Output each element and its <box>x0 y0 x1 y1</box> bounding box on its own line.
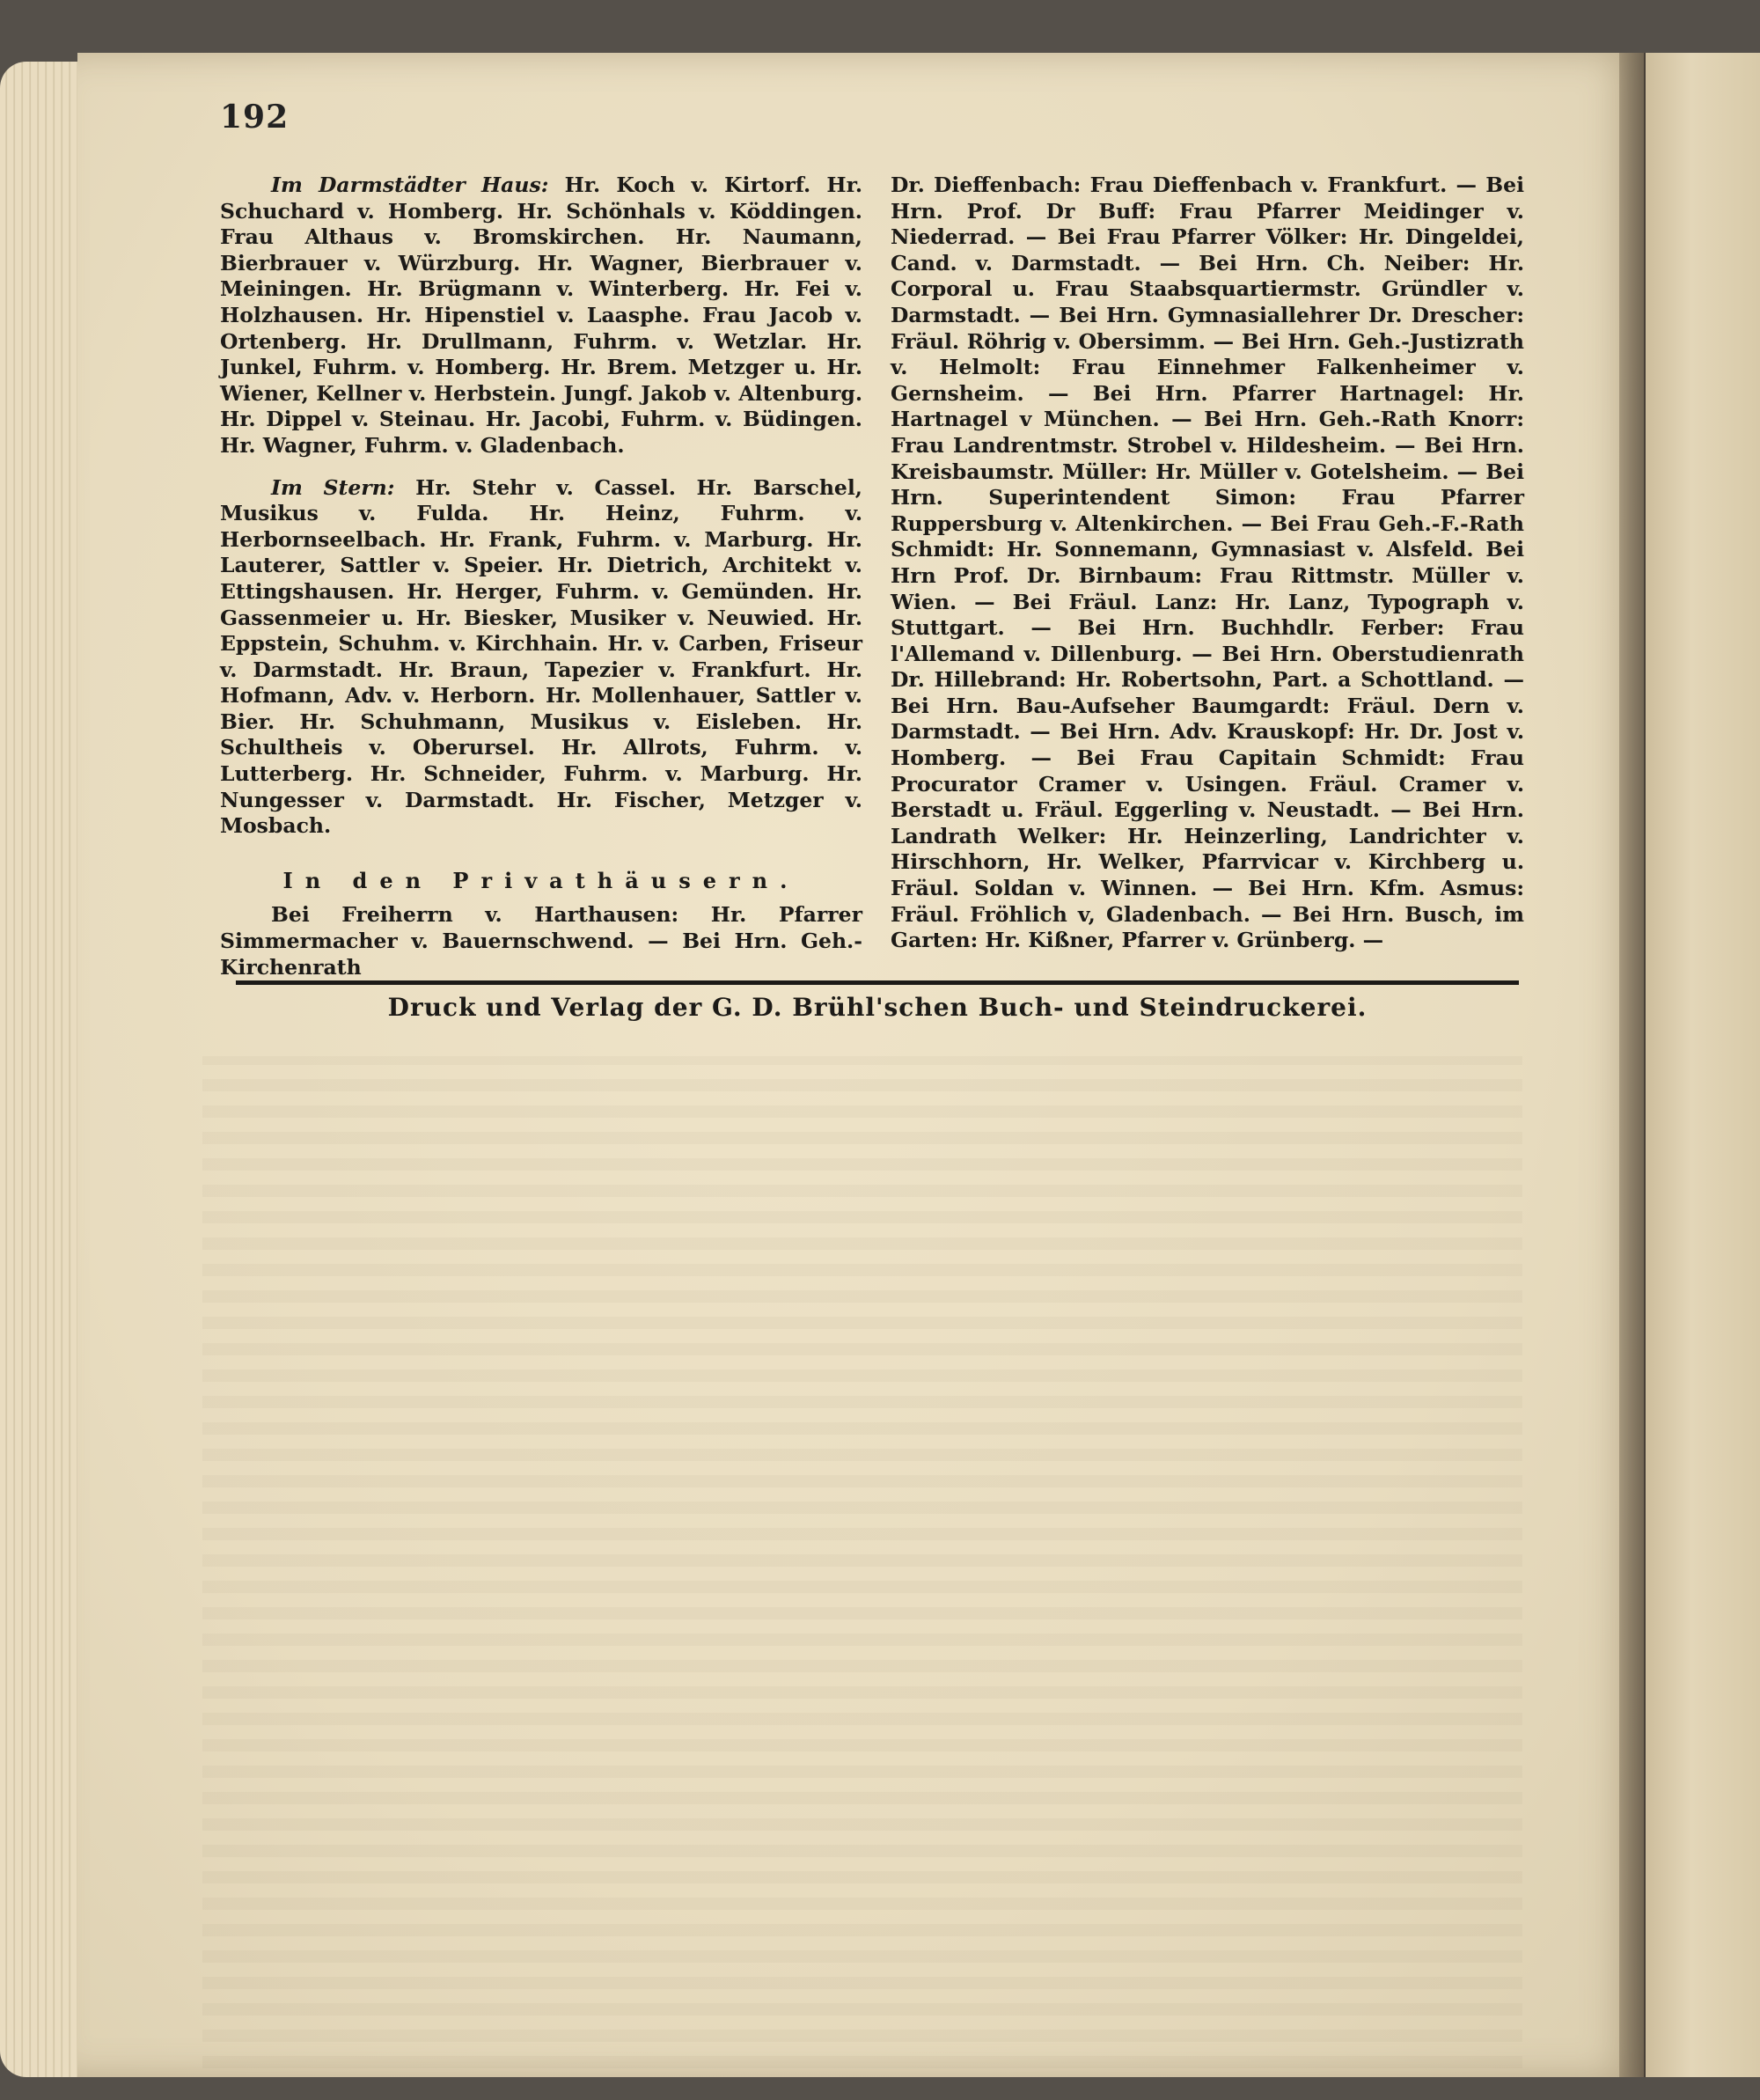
facing-page-edge <box>1646 53 1760 2077</box>
book-gutter <box>1619 53 1646 2077</box>
page-number: 192 <box>220 99 290 136</box>
bleed-through-texture <box>202 1056 1522 2068</box>
paragraph-lead: Im Stern: <box>271 474 395 500</box>
right-column <box>891 173 1524 954</box>
paragraph-continued: Dr. Dieffenbach: Frau Dieffenbach v. Frankfurt. — Bei Hrn. Prof. Dr Buff: Frau Pfarrer Meidinger v. Niederrad. — Bei Frau Pfarrer Völker: Hr. Dingeldei, Cand. v. Darmstadt. — Bei Hrn. Ch. Neiber: Hr. Corporal u. Frau Staabsquartiermstr. Gründler v. Darmstadt. — Bei Hrn. Gymnasiallehrer Dr. Drescher: Fräul. Röhrig v. Obersimm. — Bei Hrn. Geh.-Justizrath v. Helmolt: Frau Einnehmer Falkenheimer v. Gernsheim. — Bei Hrn. Pfarrer Hartnagel: Hr. Hartnagel v München. — Bei Hrn. Geh.-Rath Knorr: Frau Landrentmstr. Strobel v. Hildesheim. — Bei Hrn. Kreisbaumstr. Müller: Hr. Müller v. Gotelsheim. — Bei Hrn. Superintendent Simon: Frau Pfarrer Ruppersburg v. Altenkirchen. — Bei Frau Geh.-F.-Rath Schmidt: Hr. Sonnemann, Gymnasiast v. Alsfeld. Bei Hrn Prof. Dr. Birnbaum: Frau Rittmstr. Müller v. Wien. — Bei Fräul. Lanz: Hr. Lanz, Typograph v. Stuttgart. — Bei Hrn. Buchhdlr. Ferber: Frau l'Allemand v. Dillenburg. — Bei Hrn. Oberstudienrath Dr. Hillebrand: Hr. Robertsohn, Part. a Schottland. — Bei Hrn. Bau-Aufseher Baumgardt: Fräul. Dern v. Darmstadt. — Bei Hrn. Adv. Krauskopf: Hr. Dr. Jost v. Homberg. — Bei Frau Capitain Schmidt: Frau Procurator Cramer v. Usingen. Fräul. Cramer v. Berstadt u. Fräul. Eggerling v. Neustadt. — Bei Hrn. Landrath Welker: Hr. Heinzerling, Landrichter v. Hirschhorn, Hr. Welker, Pfarrvicar v. Kirchberg u. Fräul. Soldan v. Winnen. — Bei Hrn. Kfm. Asmus: Fräul. Fröhlich v, Gladenbach. — Bei Hrn. Busch, im Garten: Hr. Kißner, Pfarrer v. Grünberg. — <box>891 173 1524 953</box>
paragraph-privathaeuser: Bei Freiherrn v. Harthausen: Hr. Pfarrer Simmermacher v. Bauernschwend. — Bei Hrn. Geh.-Kirchenrath <box>220 902 862 980</box>
book-page-edges <box>0 62 84 2077</box>
section-heading: In den Privathäusern. <box>282 867 800 893</box>
horizontal-rule <box>236 980 1519 985</box>
paragraph-text: Hr. Stehr v. Cassel. Hr. Barschel, Musikus v. Fulda. Hr. Heinz, Fuhrm. v. Herbornseelbach. Hr. Frank, Fuhrm. v. Marburg. Hr. Lauterer, Sattler v. Speier. Hr. Dietrich, Architekt v. Ettingshausen. Hr. Herger, Fuhrm. v. Gemünden. Hr. Gassenmeier u. Hr. Biesker, Musiker v. Neuwied. Hr. Eppstein, Schuhm. v. Kirchhain. Hr. v. Carben, Friseur v. Darmstadt. Hr. Braun, Tapezier v. Frankfurt. Hr. Hofmann, Adv. v. Herborn. Hr. Mollenhauer, Sattler v. Bier. Hr. Schuhmann, Musikus v. Eisleben. Hr. Schultheis v. Oberursel. Hr. Allrots, Fuhrm. v. Lutterberg. Hr. Schneider, Fuhrm. v. Marburg. Hr. Nungesser v. Darmstadt. Hr. Fischer, Metzger v. Mosbach. <box>220 474 862 839</box>
paragraph-darmstaedter-haus <box>220 173 862 459</box>
left-column <box>220 173 862 980</box>
paragraph-im-stern <box>220 475 862 840</box>
imprint-line: Druck und Verlag der G. D. Brühl'schen Buch- und Steindruckerei. <box>387 993 1368 1022</box>
paragraph-text: Hr. Koch v. Kirtorf. Hr. Schuchard v. Homberg. Hr. Schönhals v. Köddingen. Frau Althaus v. Bromskirchen. Hr. Naumann, Bierbrauer v. Würzburg. Hr. Wagner, Bierbrauer v. Meiningen. Hr. Brügmann v. Winterberg. Hr. Fei v. Holzhausen. Hr. Hipenstiel v. Laasphe. Frau Jacob v. Ortenberg. Hr. Drullmann, Fuhrm. v. Wetzlar. Hr. Junkel, Fuhrm. v. Homberg. Hr. Brem. Metzger u. Hr. Wiener, Kellner v. Herbstein. Jungf. Jakob v. Altenburg. Hr. Dippel v. Steinau. Hr. Jacobi, Fuhrm. v. Büdingen. Hr. Wagner, Fuhrm. v. Gladenbach. <box>220 173 862 458</box>
paragraph-lead: Im Darmstädter Haus: <box>271 173 549 197</box>
